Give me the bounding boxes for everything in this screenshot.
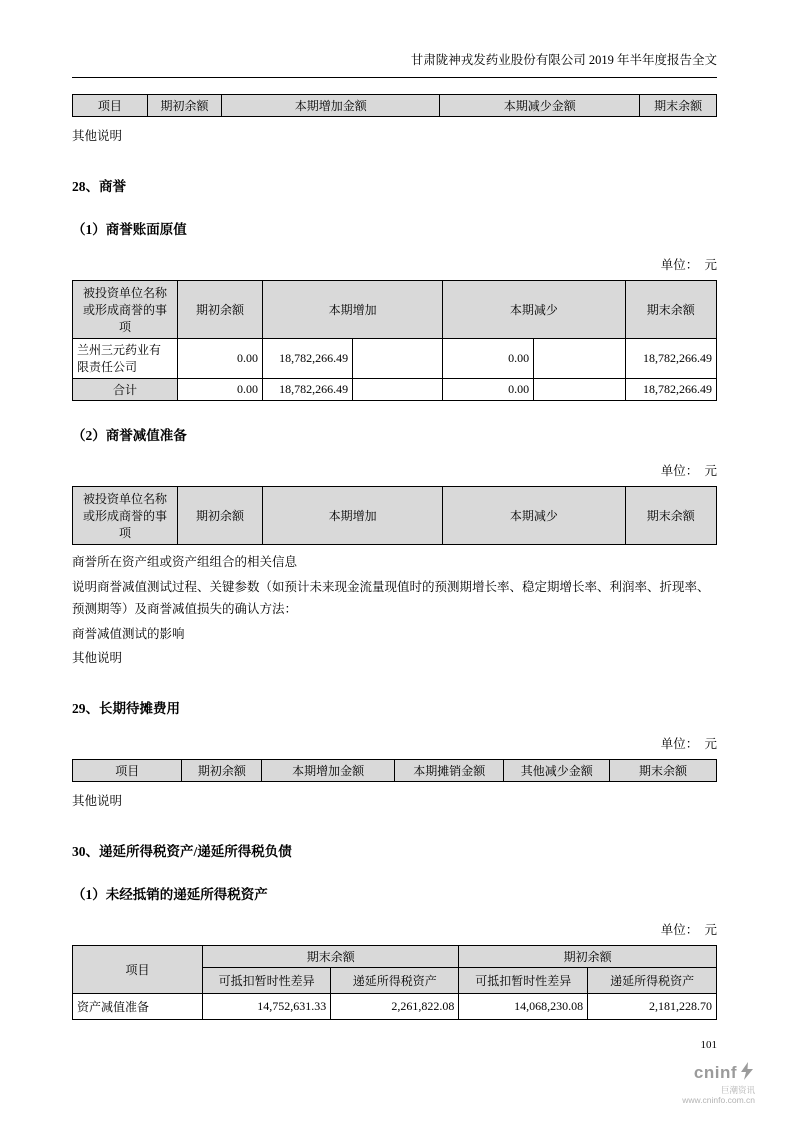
group-header-opening: 期初余额 bbox=[459, 946, 717, 968]
goodwill-note-1: 商誉所在资产组或资产组组合的相关信息 bbox=[72, 554, 298, 569]
page-number: 101 bbox=[700, 1039, 717, 1052]
unit-label: 单位： 元 bbox=[660, 463, 717, 478]
cell-decrease-1: 0.00 bbox=[443, 338, 534, 378]
col-header-closing: 期末余额 bbox=[625, 486, 716, 544]
col-header-decrease: 本期减少金额 bbox=[440, 95, 640, 117]
col-header-increase: 本期增加 bbox=[262, 280, 442, 338]
col-header-deductible-diff: 可抵扣暂时性差异 bbox=[203, 968, 331, 994]
cell-end-asset: 2,261,822.08 bbox=[331, 994, 459, 1020]
col-header-opening: 期初余额 bbox=[182, 760, 262, 782]
cell-opening: 0.00 bbox=[177, 338, 262, 378]
cninfo-logo-cn-name: 巨潮资讯 bbox=[720, 1084, 755, 1095]
section-28-title: 28、商誉 bbox=[72, 178, 126, 194]
col-header-item: 项目 bbox=[73, 946, 203, 994]
cell-increase-1: 18,782,266.49 bbox=[262, 378, 352, 400]
table-row bbox=[73, 994, 717, 1020]
col-header-deductible-diff: 可抵扣暂时性差异 bbox=[459, 968, 588, 994]
goodwill-note-3: 商誉减值测试的影响 bbox=[72, 626, 185, 641]
col-header-closing: 期末余额 bbox=[610, 760, 717, 782]
col-header-closing: 期末余额 bbox=[640, 95, 717, 117]
cell-begin-diff: 14,068,230.08 bbox=[459, 994, 588, 1020]
table-row-total bbox=[73, 378, 717, 400]
cell-decrease-2 bbox=[534, 338, 625, 378]
other-note: 其他说明 bbox=[72, 794, 123, 809]
deferred-tax-assets-table bbox=[72, 945, 717, 1020]
col-header-increase: 本期增加金额 bbox=[262, 760, 395, 782]
col-header-decrease: 本期减少 bbox=[443, 280, 625, 338]
col-header-other-decrease: 其他减少金额 bbox=[504, 760, 610, 782]
unit-label: 单位： 元 bbox=[660, 257, 717, 272]
section-30-1-title: （1）未经抵销的递延所得税资产 bbox=[72, 887, 268, 903]
cell-investee: 兰州三元药业有限责任公司 bbox=[73, 338, 178, 378]
col-header-opening: 期初余额 bbox=[147, 95, 222, 117]
cninfo-logo-word: cninf bbox=[693, 1063, 737, 1083]
section-30-title: 30、递延所得税资产/递延所得税负债 bbox=[72, 844, 292, 860]
cninfo-logo-url: www.cninfo.com.cn bbox=[682, 1095, 755, 1106]
section-29-title: 29、长期待摊费用 bbox=[72, 701, 180, 717]
cell-increase-2 bbox=[353, 378, 443, 400]
col-header-amortization: 本期摊销金额 bbox=[394, 760, 503, 782]
unit-label: 单位： 元 bbox=[660, 923, 717, 938]
col-header-opening: 期初余额 bbox=[177, 280, 262, 338]
lightning-bolt-icon bbox=[739, 1062, 755, 1085]
col-header-closing: 期末余额 bbox=[625, 280, 716, 338]
section-28-2-title: （2）商誉减值准备 bbox=[72, 427, 187, 443]
col-header-decrease: 本期减少 bbox=[443, 486, 625, 544]
col-header-deferred-tax-asset: 递延所得税资产 bbox=[331, 968, 459, 994]
goodwill-impairment-table bbox=[72, 486, 717, 545]
cell-decrease-1: 0.00 bbox=[443, 378, 534, 400]
cell-total-label: 合计 bbox=[73, 378, 178, 400]
cell-opening: 0.00 bbox=[177, 378, 262, 400]
other-note: 其他说明 bbox=[72, 129, 123, 143]
cell-closing: 18,782,266.49 bbox=[625, 338, 716, 378]
table-row bbox=[73, 338, 717, 378]
unit-label: 单位： 元 bbox=[660, 737, 717, 752]
goodwill-note-4: 其他说明 bbox=[72, 651, 123, 666]
col-header-opening: 期初余额 bbox=[177, 486, 262, 544]
long-term-prepaid-table bbox=[72, 759, 717, 782]
report-header-title: 甘肃陇神戎发药业股份有限公司 2019 年半年度报告全文 bbox=[72, 50, 717, 78]
col-header-deferred-tax-asset: 递延所得税资产 bbox=[588, 968, 717, 994]
cell-item: 资产减值准备 bbox=[73, 994, 203, 1020]
cell-closing: 18,782,266.49 bbox=[625, 378, 716, 400]
col-header-investee: 被投资单位名称或形成商誉的事项 bbox=[73, 280, 178, 338]
col-header-item: 项目 bbox=[73, 760, 182, 782]
cell-increase-2 bbox=[353, 338, 443, 378]
cninfo-logo bbox=[682, 1062, 755, 1106]
col-header-increase: 本期增加 bbox=[262, 486, 442, 544]
section-28-1-title: （1）商誉账面原值 bbox=[72, 221, 187, 237]
goodwill-original-value-table bbox=[72, 280, 717, 401]
goodwill-note-2: 说明商誉减值测试过程、关键参数（如预计未来现金流量现值时的预测期增长率、稳定期增长率、利润率、折现率、预测期等）及商誉减值损失的确认方法： bbox=[72, 579, 710, 616]
group-header-closing: 期末余额 bbox=[203, 946, 459, 968]
cell-increase-1: 18,782,266.49 bbox=[262, 338, 352, 378]
cell-begin-asset: 2,181,228.70 bbox=[588, 994, 717, 1020]
continuation-table bbox=[72, 94, 717, 117]
cell-end-diff: 14,752,631.33 bbox=[203, 994, 331, 1020]
col-header-item: 项目 bbox=[73, 95, 148, 117]
col-header-investee: 被投资单位名称或形成商誉的事项 bbox=[73, 486, 178, 544]
col-header-increase: 本期增加金额 bbox=[222, 95, 440, 117]
cell-decrease-2 bbox=[534, 378, 625, 400]
